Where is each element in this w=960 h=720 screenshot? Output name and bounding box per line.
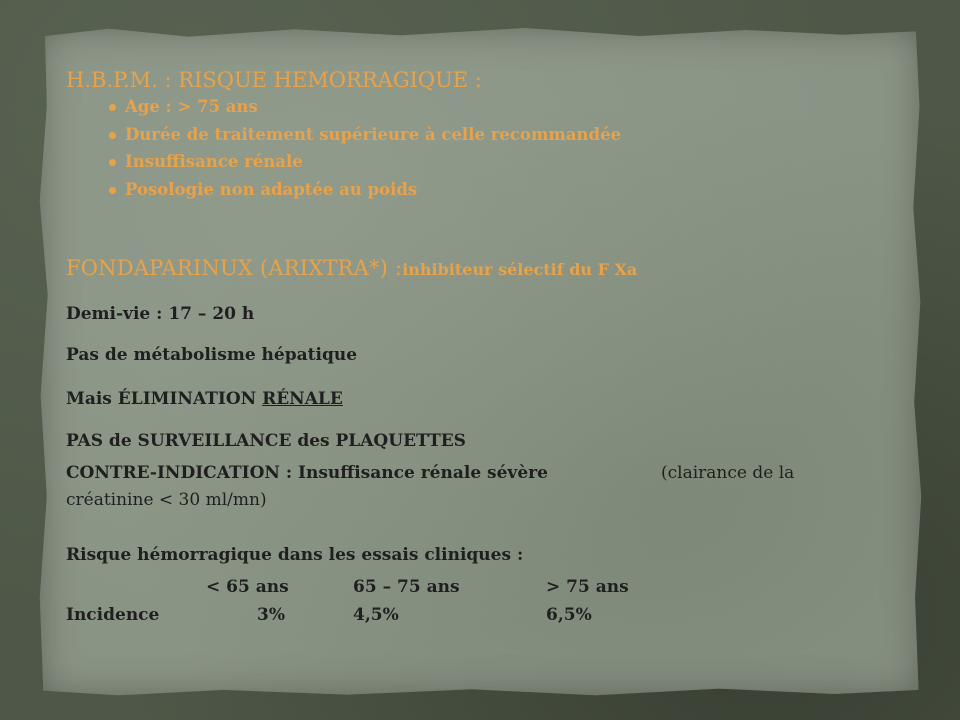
bullet-item: Age : > 75 ans bbox=[125, 97, 258, 116]
section2-title-main: FONDAPARINUX (ARIXTRA*) : bbox=[66, 256, 403, 280]
bullet-icon bbox=[109, 187, 116, 194]
bullet-icon bbox=[109, 159, 116, 166]
bullet-icon bbox=[109, 104, 116, 111]
clairance-text-b: créatinine < 30 ml/mn) bbox=[66, 490, 267, 510]
bullet-item: Posologie non adaptée au poids bbox=[125, 180, 418, 199]
demi-vie-line: Demi-vie : 17 – 20 h bbox=[66, 304, 255, 324]
table-header: < 65 ans bbox=[206, 577, 289, 597]
table-row-label: Incidence bbox=[66, 605, 160, 625]
risque-title: Risque hémorragique dans les essais cliniques : bbox=[66, 545, 524, 565]
elimination-underlined: RÉNALE bbox=[262, 389, 343, 409]
table-cell: 4,5% bbox=[353, 605, 399, 625]
section2-title-sub: inhibiteur sélectif du F Xa bbox=[402, 260, 638, 279]
bullet-item: Durée de traitement supérieure à celle recommandée bbox=[125, 125, 622, 144]
clairance-text-a: (clairance de la bbox=[661, 463, 795, 483]
table-header: > 75 ans bbox=[546, 577, 629, 597]
table-cell: 3% bbox=[257, 605, 285, 625]
bullet-icon bbox=[109, 132, 116, 139]
contre-indication-line: CONTRE-INDICATION : Insuffisance rénale sévère bbox=[66, 463, 548, 483]
elimination-prefix: Mais ÉLIMINATION bbox=[66, 389, 263, 409]
table-cell: 6,5% bbox=[546, 605, 592, 625]
elimination-line bbox=[66, 389, 343, 409]
section2-title bbox=[66, 256, 637, 280]
bullet-item: Insuffisance rénale bbox=[125, 152, 303, 171]
section1-title: H.B.P.M. : RISQUE HEMORRAGIQUE : bbox=[66, 68, 482, 92]
metabolisme-line: Pas de métabolisme hépatique bbox=[66, 345, 358, 365]
surveillance-line: PAS de SURVEILLANCE des PLAQUETTES bbox=[66, 431, 466, 451]
table-header: 65 – 75 ans bbox=[353, 577, 460, 597]
